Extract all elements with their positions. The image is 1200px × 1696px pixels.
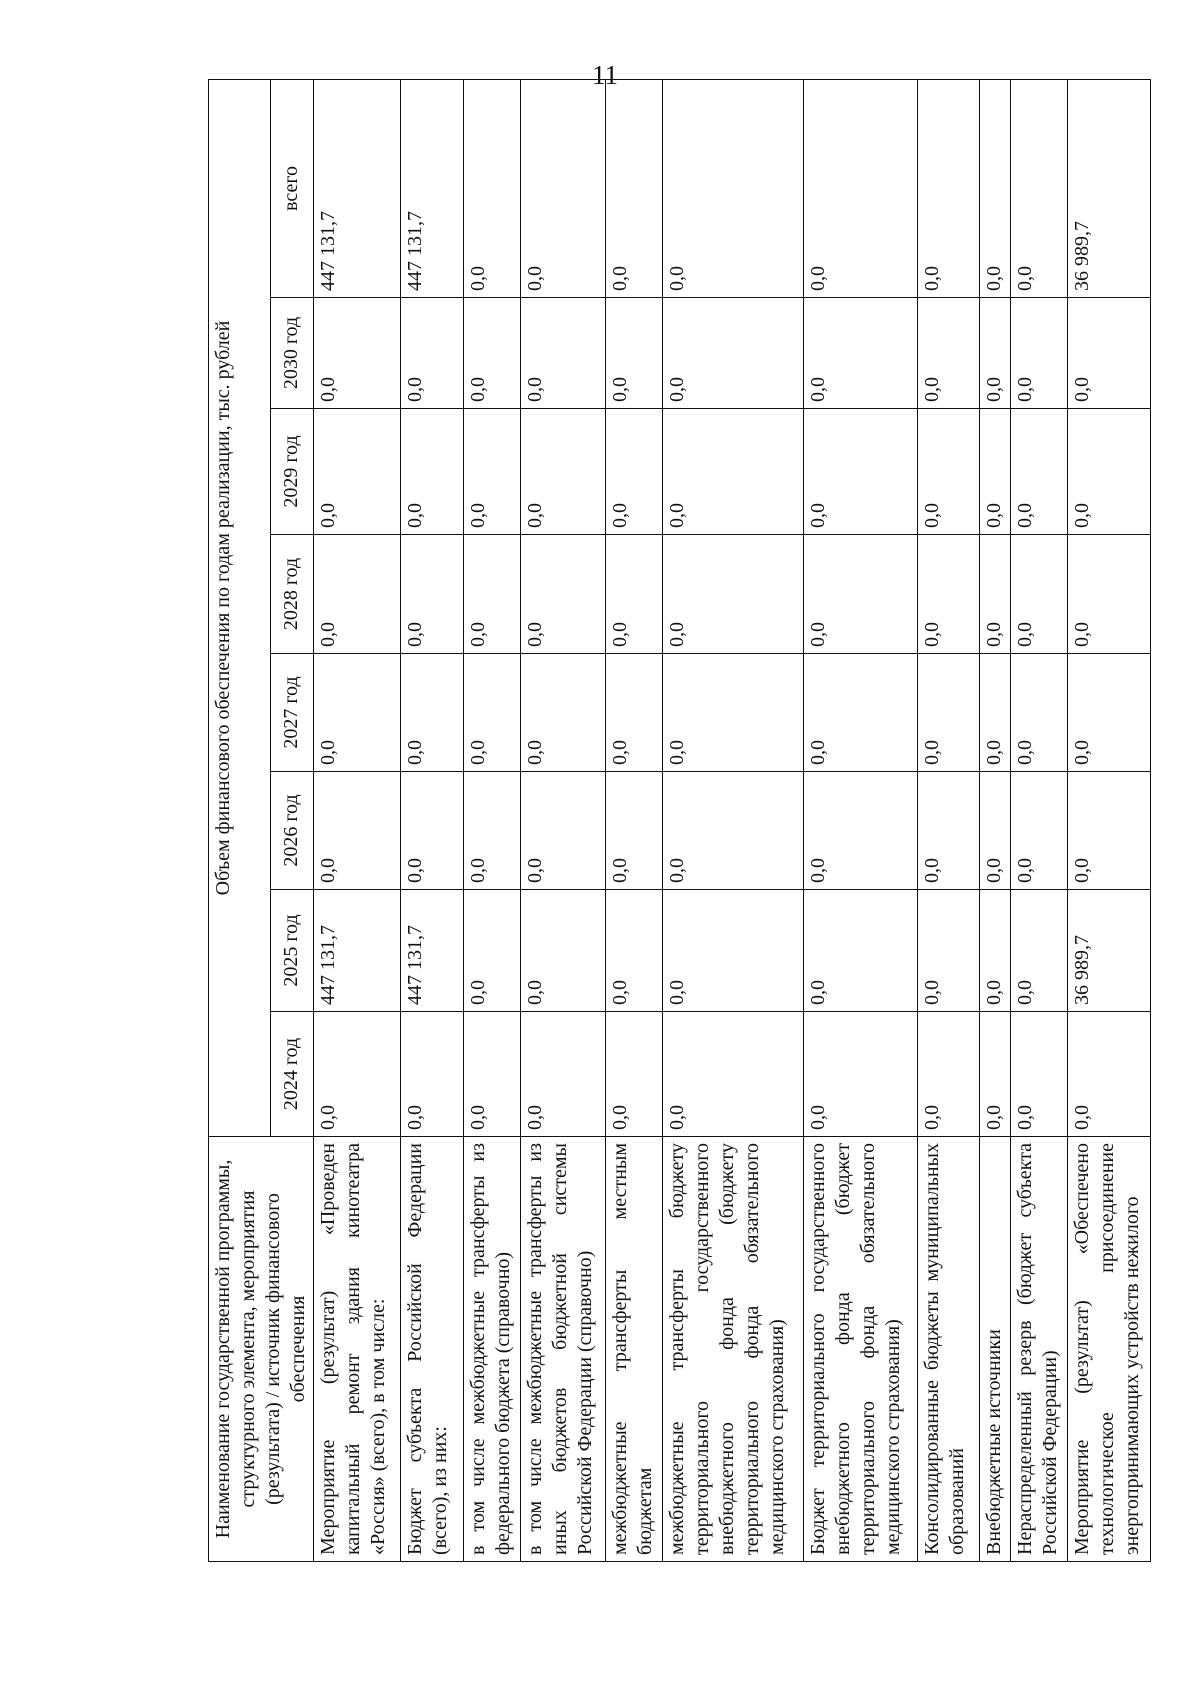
value-cell: 0,0 xyxy=(917,654,979,772)
name-column-header: Наименование государственной программы, структурного элемента, мероприятия (результата) / источник финансового обеспечения xyxy=(209,1137,314,1562)
value-cell: 0,0 xyxy=(1011,409,1068,535)
value-cell: 0,0 xyxy=(521,79,606,297)
value-cell: 0,0 xyxy=(521,1012,606,1137)
financing-table xyxy=(208,79,1151,1562)
value-cell: 0,0 xyxy=(663,654,804,772)
value-cell: 0,0 xyxy=(1011,298,1068,409)
page-number: 11 xyxy=(592,60,618,90)
value-cell: 0,0 xyxy=(1011,1012,1068,1137)
value-cell: 0,0 xyxy=(1068,535,1151,654)
value-cell: 0,0 xyxy=(606,535,663,654)
row-name-cell: Консолидированные бюджеты муниципальных образований xyxy=(917,1137,979,1562)
value-cell: 0,0 xyxy=(1068,1012,1151,1137)
value-cell: 0,0 xyxy=(663,772,804,890)
value-cell: 0,0 xyxy=(1011,79,1068,297)
row-name-cell: межбюджетные трансферты бюджету территориального государственного внебюджетного фонда (бюджету территориального фонда обязательного медицинского страхования) xyxy=(663,1137,804,1562)
value-cell: 0,0 xyxy=(980,1012,1011,1137)
value-cell: 0,0 xyxy=(401,298,464,409)
value-cell: 0,0 xyxy=(1011,890,1068,1012)
value-cell: 0,0 xyxy=(980,654,1011,772)
value-cell: 447 131,7 xyxy=(401,79,464,297)
year-header-cell: 2029 год xyxy=(270,409,313,535)
value-cell: 0,0 xyxy=(980,890,1011,1012)
value-cell: 0,0 xyxy=(803,298,917,409)
value-cell: 0,0 xyxy=(521,298,606,409)
table-row xyxy=(803,79,917,1561)
row-name-cell: Бюджет территориального государственного внебюджетного фонда (бюджет территориального фонда обязательного медицинского страхования) xyxy=(803,1137,917,1562)
table-row xyxy=(314,79,401,1561)
value-cell: 0,0 xyxy=(917,409,979,535)
value-cell: 0,0 xyxy=(1068,298,1151,409)
value-cell: 447 131,7 xyxy=(401,890,464,1012)
value-cell: 0,0 xyxy=(314,772,401,890)
value-cell: 0,0 xyxy=(464,1012,521,1137)
value-cell: 0,0 xyxy=(663,890,804,1012)
value-cell: 0,0 xyxy=(606,409,663,535)
value-cell: 0,0 xyxy=(401,654,464,772)
value-cell: 0,0 xyxy=(314,298,401,409)
value-cell: 0,0 xyxy=(521,772,606,890)
table-row xyxy=(401,79,464,1561)
value-cell: 0,0 xyxy=(606,654,663,772)
value-cell: 0,0 xyxy=(314,535,401,654)
value-cell: 0,0 xyxy=(464,890,521,1012)
value-cell: 0,0 xyxy=(606,79,663,297)
value-cell: 0,0 xyxy=(803,535,917,654)
value-cell: 0,0 xyxy=(521,535,606,654)
value-cell: 0,0 xyxy=(803,409,917,535)
table-row xyxy=(1011,79,1068,1561)
table-body xyxy=(314,79,1151,1561)
value-cell: 0,0 xyxy=(663,79,804,297)
row-name-cell: Мероприятие (результат) «Проведен капитальный ремонт здания кинотеатра «Россия» (всего), в том числе: xyxy=(314,1137,401,1562)
table-row xyxy=(663,79,804,1561)
value-cell: 447 131,7 xyxy=(314,79,401,297)
value-cell: 0,0 xyxy=(1068,654,1151,772)
value-cell: 0,0 xyxy=(980,409,1011,535)
value-cell: 0,0 xyxy=(606,890,663,1012)
row-name-cell: в том числе межбюджетные трансферты из федерального бюджета (справочно) xyxy=(464,1137,521,1562)
table-row xyxy=(521,79,606,1561)
value-cell: 0,0 xyxy=(464,409,521,535)
rotated-table-container xyxy=(208,100,1148,1562)
row-name-cell: Внебюджетные источники xyxy=(980,1137,1011,1562)
value-cell: 0,0 xyxy=(314,1012,401,1137)
value-cell: 0,0 xyxy=(401,1012,464,1137)
value-cell: 0,0 xyxy=(980,535,1011,654)
value-cell: 0,0 xyxy=(980,79,1011,297)
value-cell: 0,0 xyxy=(606,298,663,409)
year-header-cell: всего xyxy=(270,79,313,297)
value-cell: 0,0 xyxy=(663,535,804,654)
value-cell: 0,0 xyxy=(980,298,1011,409)
value-cell: 0,0 xyxy=(803,654,917,772)
value-cell: 0,0 xyxy=(663,409,804,535)
value-cell: 0,0 xyxy=(401,409,464,535)
value-cell: 0,0 xyxy=(521,409,606,535)
row-name-cell: Мероприятие (результат) «Обеспечено технологическое присоединение энергопринимающих устройств нежилого xyxy=(1068,1137,1151,1562)
value-cell: 0,0 xyxy=(1011,772,1068,890)
value-cell: 0,0 xyxy=(663,298,804,409)
value-cell: 0,0 xyxy=(803,79,917,297)
table-row xyxy=(464,79,521,1561)
value-cell: 0,0 xyxy=(917,535,979,654)
value-cell: 0,0 xyxy=(1011,535,1068,654)
value-cell: 0,0 xyxy=(464,79,521,297)
value-cell: 0,0 xyxy=(464,298,521,409)
row-name-cell: в том числе межбюджетные трансферты из иных бюджетов бюджетной системы Российской Федерации (справочно) xyxy=(521,1137,606,1562)
value-cell: 0,0 xyxy=(606,1012,663,1137)
table-row xyxy=(980,79,1011,1561)
year-header-cell: 2024 год xyxy=(270,1012,313,1137)
value-cell: 0,0 xyxy=(917,79,979,297)
value-cell: 0,0 xyxy=(464,772,521,890)
value-cell: 0,0 xyxy=(1068,409,1151,535)
value-cell: 0,0 xyxy=(521,654,606,772)
value-cell: 0,0 xyxy=(401,535,464,654)
value-cell: 0,0 xyxy=(314,654,401,772)
value-cell: 447 131,7 xyxy=(314,890,401,1012)
value-cell: 0,0 xyxy=(401,772,464,890)
value-cell: 0,0 xyxy=(1011,654,1068,772)
year-header-cell: 2027 год xyxy=(270,654,313,772)
value-cell: 0,0 xyxy=(803,772,917,890)
value-cell: 0,0 xyxy=(663,1012,804,1137)
table-row xyxy=(917,79,979,1561)
value-cell: 36 989,7 xyxy=(1068,890,1151,1012)
value-cell: 0,0 xyxy=(917,1012,979,1137)
value-cell: 0,0 xyxy=(464,535,521,654)
year-header-cell: 2026 год xyxy=(270,772,313,890)
year-header-cell: 2028 год xyxy=(270,535,313,654)
value-cell: 0,0 xyxy=(980,772,1011,890)
value-cell: 0,0 xyxy=(917,772,979,890)
table-row xyxy=(1068,79,1151,1561)
value-cell: 0,0 xyxy=(917,298,979,409)
row-name-cell: межбюджетные трансферты местным бюджетам xyxy=(606,1137,663,1562)
volume-column-header: Объем финансового обеспечения по годам реализации, тыс. рублей xyxy=(209,79,271,1136)
year-header-cell: 2025 год xyxy=(270,890,313,1012)
value-cell: 0,0 xyxy=(803,1012,917,1137)
year-header-cell: 2030 год xyxy=(270,298,313,409)
value-cell: 0,0 xyxy=(803,890,917,1012)
value-cell: 36 989,7 xyxy=(1068,79,1151,297)
value-cell: 0,0 xyxy=(1068,772,1151,890)
value-cell: 0,0 xyxy=(464,654,521,772)
table-row xyxy=(606,79,663,1561)
value-cell: 0,0 xyxy=(606,772,663,890)
value-cell: 0,0 xyxy=(521,890,606,1012)
value-cell: 0,0 xyxy=(314,409,401,535)
row-name-cell: Бюджет субъекта Российской Федерации (всего), из них: xyxy=(401,1137,464,1562)
value-cell: 0,0 xyxy=(917,890,979,1012)
row-name-cell: Нераспределенный резерв (бюджет субъекта Российской Федерации) xyxy=(1011,1137,1068,1562)
